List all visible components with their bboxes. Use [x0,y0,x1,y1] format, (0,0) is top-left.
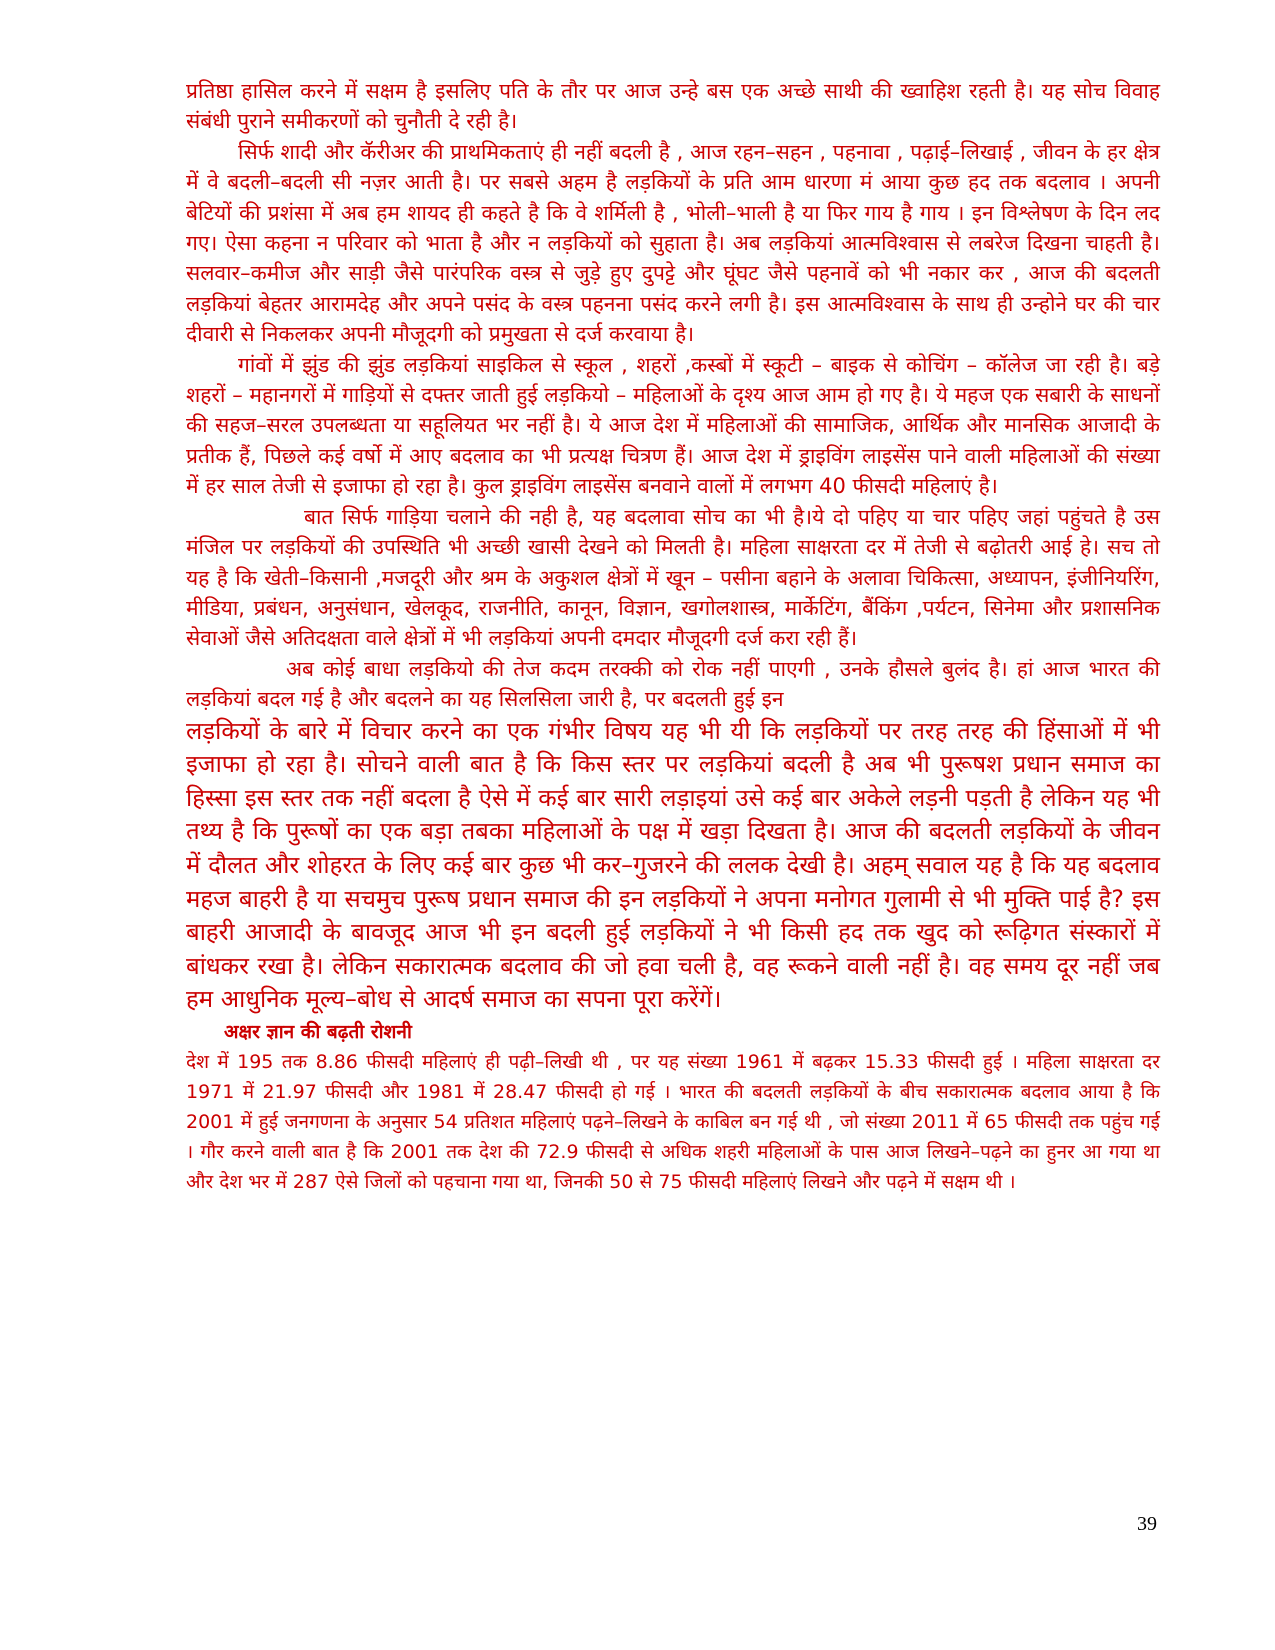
paragraph-vehicles-mindset: बात सिर्फ गाड़िया चलाने की नही है, यह बदलावा सोच का भी है।ये दो पहिए या चार पहिए जहां पहुंचते है उस मंजिल पर लड़कियों की उपस्थिति भी अच्छी खासी देखने को मिलती है। महिला साक्षरता दर में तेजी से बढ़ोतरी आई हे। सच तो यह है कि खेती–किसानी ,मजदूरी और श्रम के अकुशल क्षेत्रों में खून – पसीना बहाने के अलावा चिकित्सा, अध्यापन, इंजीनियरिंग, मीडिया, प्रबंधन, अनुसंधान, खेलकूद, राजनीति, कानून, विज्ञान, खगोलशास्त्र, मार्केटिंग, बैंकिंग ,पर्यटन, सिनेमा और प्रशासनिक सेवाओं जैसे अतिदक्षता वाले क्षेत्रों में भी लड़कियां अपनी दमदार मौजूदगी दर्ज करा रही हैं। [186,504,1160,651]
paragraph-villages-mobility: गांवों में झुंड की झुंड लड़कियां साइकिल से स्कूल , शहरों ,कस्बों में स्कूटी – बाइक से कोचिंग – कॉलेज जा रही है। बड़े शहरों – महानगरों में गाड़ियों से दफ्तर जाती हुई लड़कियो – महिलाओं के दृश्य आज आम हो गए है। ये महज एक सबारी के साधनों की सहज–सरल उपलब्धता या सहूलियत भर नहीं है। ये आज देश में महिलाओं की सामाजिक, आर्थिक और मानसिक आजादी के प्रतीक हैं, पिछले कई वर्षो में आए बदलाव का भी प्रत्यक्ष चित्रण हैं। आज देश में ड्राइविंग लाइसेंस पाने वाली महिलाओं की संख्या में हर साल तेजी से इजाफा हो रहा है। कुल ड्राइविंग लाइसेंस बनवाने वालों में लगभग 40 फीसदी महिलाएं है। [186,352,1160,499]
paragraph-changing-priorities: सिर्फ शादी और कॅरीअर की प्राथमिकताएं ही नहीं बदली है , आज रहन–सहन , पहनावा , पढ़ाई–लिखाई , जीवन के हर क्षेत्र में वे बदली–बदली सी नज़र आती है। पर सबसे अहम है लड़कियों के प्रति आम धारणा मं आया कुछ हद तक बदलाव । अपनी बेटियों की प्रशंसा में अब हम शायद ही कहते है कि वे शर्मिली है , भोली–भाली है या फिर गाय है गाय । इन विश्लेषण के दिन लद गए। ऐसा कहना न परिवार को भाता है और न लड़कियों को सुहाता है। अब लड़कियां आत्मविश्वास से लबरेज दिखना चाहती है। सलवार–कमीज और साड़ी जैसे पारंपरिक वस्त्र से जुड़े हुए दुपट्टे और घूंघट जैसे पहनावें को भी नकार कर , आज की बदलती लड़कियां बेहतर आरामदेह और अपने पसंद के वस्त्र पहनना पसंद करने लगी है। इस आत्मविश्वास के साथ ही उन्होने घर की चार दीवारी से निकलकर अपनी मौजूदगी को प्रमुखता से दर्ज करवाया है। [186,139,1160,347]
paragraph-no-obstacle: अब कोई बाधा लड़कियो की तेज कदम तरक्की को रोक नहीं पाएगी , उनके हौसले बुलंद है। हां आज भारत की लड़कियां बदल गई है और बदलने का यह सिलसिला जारी है, पर बदलती हुई इन [186,656,1160,712]
section-heading: अक्षर ज्ञान की बढ़ती रोशनी [224,1020,412,1043]
page-content [186,76,1160,1197]
page-number: 39 [1137,1513,1157,1535]
paragraph-literacy-stats: देश में 195 तक 8.86 फीसदी महिलाएं ही पढ़ी–लिखी थी , पर यह संख्या 1961 में बढ़कर 15.33 फीसदी हुई । महिला साक्षरता दर 1971 में 21.97 फीसदी और 1981 में 28.47 फीसदी हो गई । भारत की बदलती लड़कियों के बीच सकारात्मक बदलाव आया है कि 2001 में हुई जनगणना के अनुसार 54 प्रतिशत महिलाएं पढ़ने–लिखने के काबिल बन गई थी , जो संख्या 2011 में 65 फीसदी तक पहुंच गई । गौर करने वाली बात है कि 2001 तक देश की 72.9 फीसदी से अधिक शहरी महिलाओं के पास आज लिखने–पढ़ने का हुनर आ गया था और देश भर में 287 ऐसे जिलों को पहचाना गया था, जिनकी 50 से 75 फीसदी महिलाएं लिखने और पढ़ने में सक्षम थी । [186,1050,1160,1193]
paragraph-serious-concern: लड़कियों के बारे में विचार करने का एक गंभीर विषय यह भी यी कि लड़कियों पर तरह तरह की हिंसाओं में भी इजाफा हो रहा है। सोचने वाली बात है कि किस स्तर पर लड़कियां बदली है अब भी पुरूषश प्रधान समाज का हिस्सा इस स्तर तक नहीं बदला है ऐसे में कई बार सारी लड़ाइयां उसे कई बार अकेले लड़नी पड़ती है लेकिन यह भी तथ्य है कि पुरूषों का एक बड़ा तबका महिलाओं के पक्ष में खड़ा दिखता है। आज की बदलती लड़कियों के जीवन में दौलत और शोहरत के लिए कई बार कुछ भी कर–गुजरने की ललक देखी है। अहम् सवाल यह है कि यह बदलाव महज बाहरी है या सचमुच पुरूष प्रधान समाज की इन लड़कियों ने अपना मनोगत गुलामी से भी मुक्ति पाई है? इस बाहरी आजादी के बावजूद आज भी इन बदली हुई लड़कियों ने भी किसी हद तक खुद को रूढ़िगत संस्कारों में बांधकर रखा है। लेकिन सकारात्मक बदलाव की जो हवा चली है, वह रूकने वाली नहीं है। वह समय दूर नहीं जब हम आधुनिक मूल्य–बोध से आदर्ष समाज का सपना पूरा करेंगें। [186,716,1160,1014]
paragraph-intro-continuation: प्रतिष्ठा हासिल करने में सक्षम है इसलिए पति के तौर पर आज उन्हे बस एक अच्छे साथी की ख्वाहिश रहती है। यह सोच विवाह संबंधी पुराने समीकरणों को चुनौती दे रही है। [186,79,1160,134]
